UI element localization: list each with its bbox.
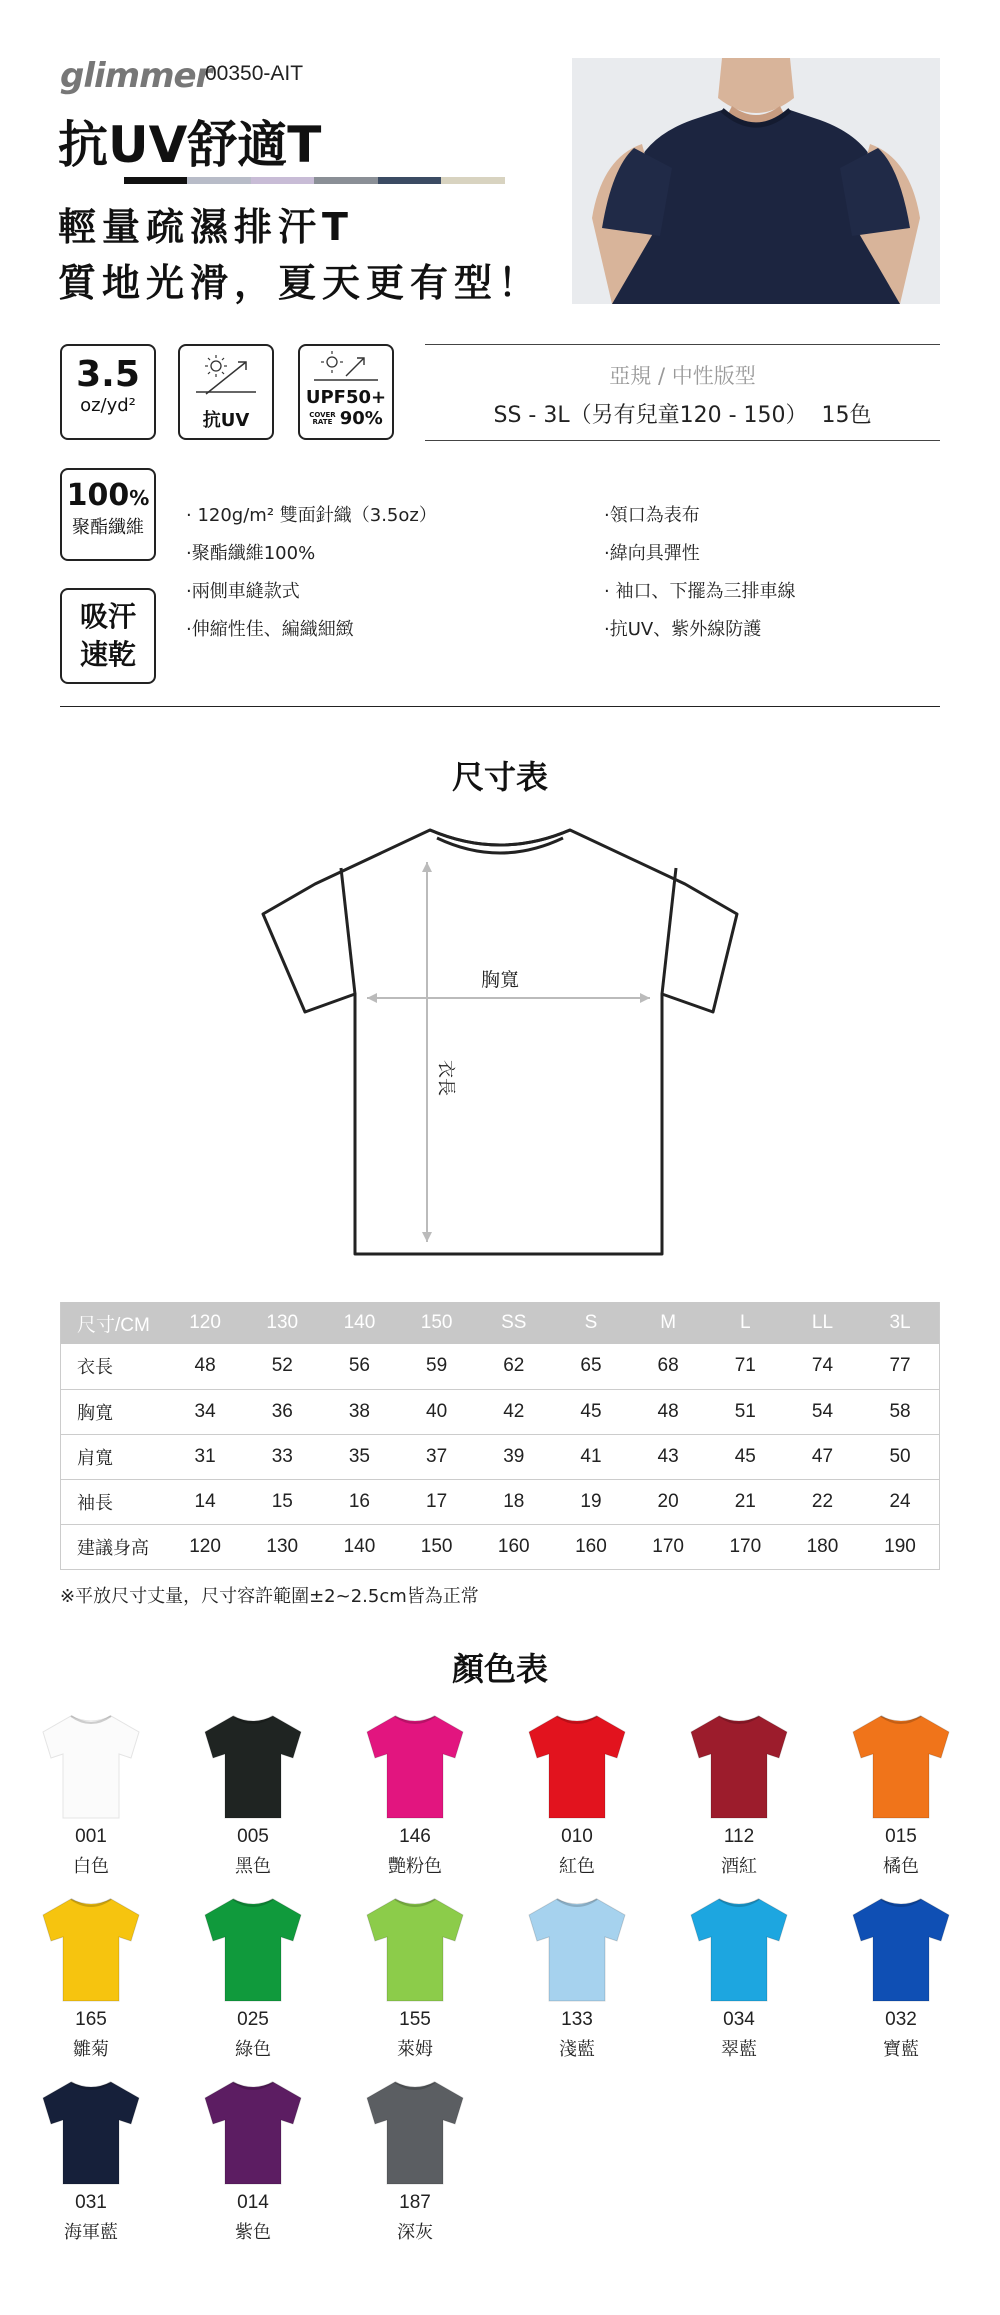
tshirt-icon [359, 1893, 471, 2005]
table-cell: 77 [861, 1344, 939, 1389]
table-cell: 50 [861, 1434, 939, 1479]
color-name: 海軍藍 [64, 2222, 118, 2243]
left-feature-item: ·聚酯纖維100% [186, 543, 316, 564]
table-header-cell: 150 [398, 1302, 475, 1344]
color-name: 白色 [73, 1856, 109, 1877]
table-cell: 衣長 [61, 1344, 167, 1389]
table-cell: 21 [707, 1479, 784, 1524]
color-name: 翠藍 [721, 2039, 757, 2060]
table-row [61, 1434, 940, 1479]
tshirt-icon [359, 2076, 471, 2188]
upf-cover-label: COVER RATE [309, 410, 336, 426]
color-swatch [334, 1893, 496, 2068]
color-bar-segment [378, 177, 442, 184]
table-cell: 45 [552, 1389, 629, 1434]
material-percent-unit: % [129, 486, 150, 510]
table-cell: 39 [475, 1434, 552, 1479]
right-feature-item: ·抗UV、紫外線防護 [604, 619, 762, 640]
table-cell: 42 [475, 1389, 552, 1434]
length-label: 衣長 [435, 1060, 456, 1096]
divider [425, 440, 940, 441]
section-divider [60, 706, 940, 707]
table-row [61, 1524, 940, 1569]
table-cell: 51 [707, 1389, 784, 1434]
table-cell: 38 [321, 1389, 398, 1434]
table-row [61, 1479, 940, 1524]
color-name: 艷粉色 [388, 1856, 442, 1877]
tshirt-icon [683, 1710, 795, 1822]
tshirt-icon [197, 1710, 309, 1822]
sun-arrow-icon [306, 350, 386, 384]
table-cell: 56 [321, 1344, 398, 1389]
left-feature-item: · 120g/m² 雙面針織（3.5oz） [186, 505, 437, 526]
color-code: 025 [237, 2009, 269, 2030]
color-code: 005 [237, 1826, 269, 1847]
table-header-cell: 3L [861, 1302, 939, 1344]
table-cell: 22 [784, 1479, 861, 1524]
color-bar [60, 177, 505, 184]
function-badge [60, 588, 156, 684]
color-code: 031 [75, 2192, 107, 2213]
table-cell: 43 [630, 1434, 707, 1479]
weight-unit: oz/yd² [80, 395, 136, 416]
upf-label: UPF50+ [305, 387, 387, 408]
table-cell: 120 [167, 1524, 244, 1569]
color-name: 酒紅 [721, 1856, 757, 1877]
table-header-cell: 120 [167, 1302, 244, 1344]
table-header-cell: L [707, 1302, 784, 1344]
color-bar-segment [124, 177, 188, 184]
color-swatch [10, 2076, 172, 2251]
color-code: 032 [885, 2009, 917, 2030]
left-feature-item: ·伸縮性佳、編織細緻 [186, 619, 354, 640]
tshirt-icon [197, 2076, 309, 2188]
table-cell: 36 [244, 1389, 321, 1434]
table-cell: 16 [321, 1479, 398, 1524]
table-cell: 170 [707, 1524, 784, 1569]
color-name: 萊姆 [397, 2039, 433, 2060]
table-cell: 袖長 [61, 1479, 167, 1524]
color-code: 155 [399, 2009, 431, 2030]
table-row [61, 1344, 940, 1389]
color-name: 雛菊 [73, 2039, 109, 2060]
function-line2: 速乾 [79, 638, 136, 671]
table-cell: 54 [784, 1389, 861, 1434]
fit-label: 亞規 / 中性版型 [609, 364, 756, 388]
color-bar-segment [314, 177, 378, 184]
right-feature-item: · 袖口、下擺為三排車線 [604, 581, 796, 602]
color-bar-segment [187, 177, 251, 184]
chest-label: 胸寬 [480, 969, 520, 991]
right-feature-item: ·領口為表布 [604, 505, 700, 526]
tshirt-icon [845, 1710, 957, 1822]
color-name: 橘色 [883, 1856, 919, 1877]
product-code: 00350-AIT [205, 62, 304, 85]
function-line1: 吸汗 [79, 600, 136, 633]
fabric-weight-badge [60, 344, 156, 440]
table-header-cell: S [552, 1302, 629, 1344]
table-cell: 41 [552, 1434, 629, 1479]
table-cell: 33 [244, 1434, 321, 1479]
table-cell: 190 [861, 1524, 939, 1569]
color-bar-segment [60, 177, 124, 184]
table-row [61, 1389, 940, 1434]
color-code: 112 [723, 1826, 755, 1847]
table-cell: 47 [784, 1434, 861, 1479]
color-swatch [658, 1893, 820, 2068]
upf-rate: 90% [339, 408, 383, 429]
color-swatch [496, 1893, 658, 2068]
table-cell: 150 [398, 1524, 475, 1569]
table-cell: 180 [784, 1524, 861, 1569]
table-cell: 建議身高 [61, 1524, 167, 1569]
table-cell: 31 [167, 1434, 244, 1479]
upf-badge [298, 344, 394, 440]
table-cell: 胸寬 [61, 1389, 167, 1434]
color-swatch [496, 1710, 658, 1885]
color-name: 深灰 [397, 2222, 433, 2243]
color-name: 紫色 [235, 2222, 271, 2243]
table-cell: 34 [167, 1389, 244, 1434]
table-cell: 20 [630, 1479, 707, 1524]
table-cell: 160 [552, 1524, 629, 1569]
model-photo [572, 58, 940, 304]
tshirt-icon [683, 1893, 795, 2005]
color-swatch [172, 1710, 334, 1885]
tshirt-icon [35, 1893, 147, 2005]
color-swatch [172, 2076, 334, 2251]
product-title: 抗UV舒適T [58, 116, 322, 174]
table-cell: 24 [861, 1479, 939, 1524]
table-cell: 48 [167, 1344, 244, 1389]
material-label: 聚酯纖維 [72, 517, 144, 538]
color-swatch [172, 1893, 334, 2068]
size-note: ※平放尺寸丈量，尺寸容許範圍±2~2.5cm皆為正常 [60, 1586, 479, 1607]
table-header-cell: 130 [244, 1302, 321, 1344]
left-feature-item: ·兩側車縫款式 [186, 581, 300, 602]
tshirt-icon [197, 1893, 309, 2005]
tshirt-icon [35, 1710, 147, 1822]
brand-logo: glimmer [60, 56, 212, 96]
table-cell: 58 [861, 1389, 939, 1434]
color-swatch [820, 1710, 982, 1885]
table-cell: 68 [630, 1344, 707, 1389]
color-swatch [334, 2076, 496, 2251]
color-code: 014 [237, 2192, 269, 2213]
weight-value: 3.5 [76, 354, 140, 395]
table-cell: 17 [398, 1479, 475, 1524]
table-cell: 40 [398, 1389, 475, 1434]
tshirt-icon [845, 1893, 957, 2005]
table-cell: 130 [244, 1524, 321, 1569]
anti-uv-badge [178, 344, 274, 440]
tshirt-icon [35, 2076, 147, 2188]
anti-uv-label: 抗UV [202, 410, 250, 431]
tshirt-icon [521, 1710, 633, 1822]
table-cell: 37 [398, 1434, 475, 1479]
table-cell: 71 [707, 1344, 784, 1389]
table-cell: 74 [784, 1344, 861, 1389]
table-header-cell: 140 [321, 1302, 398, 1344]
size-chart-title: 尺寸表 [451, 758, 548, 796]
color-code: 165 [75, 2009, 107, 2030]
color-swatch [10, 1710, 172, 1885]
right-feature-item: ·緯向具彈性 [604, 543, 700, 564]
table-cell: 65 [552, 1344, 629, 1389]
table-cell: 52 [244, 1344, 321, 1389]
tshirt-icon [359, 1710, 471, 1822]
color-code: 146 [399, 1826, 431, 1847]
color-swatch [334, 1710, 496, 1885]
size-table [60, 1302, 940, 1570]
table-header-cell: SS [475, 1302, 552, 1344]
size-range: SS - 3L（另有兒童120 - 150） 15色 [493, 403, 872, 428]
table-cell: 45 [707, 1434, 784, 1479]
color-name: 寶藍 [883, 2039, 919, 2060]
table-cell: 59 [398, 1344, 475, 1389]
color-bar-segment [441, 177, 505, 184]
table-cell: 140 [321, 1524, 398, 1569]
sun-arrow-icon [186, 352, 266, 402]
table-cell: 19 [552, 1479, 629, 1524]
color-code: 187 [399, 2192, 431, 2213]
material-percent: 100 [66, 478, 130, 513]
table-cell: 160 [475, 1524, 552, 1569]
divider [425, 344, 940, 345]
table-header-cell: 尺寸/CM [61, 1302, 167, 1344]
table-cell: 18 [475, 1479, 552, 1524]
color-code: 010 [561, 1826, 593, 1847]
subtitle-line2: 質地光滑，夏天更有型！ [58, 261, 543, 305]
table-cell: 35 [321, 1434, 398, 1479]
color-swatch [658, 1710, 820, 1885]
material-badge [60, 468, 156, 561]
color-name: 淺藍 [559, 2039, 595, 2060]
color-swatch [820, 1893, 982, 2068]
table-cell: 62 [475, 1344, 552, 1389]
table-cell: 14 [167, 1479, 244, 1524]
color-swatch [10, 1893, 172, 2068]
table-cell: 15 [244, 1479, 321, 1524]
table-header-cell: LL [784, 1302, 861, 1344]
color-chart-title: 顏色表 [451, 1650, 548, 1688]
color-bar-segment [251, 177, 315, 184]
table-cell: 48 [630, 1389, 707, 1434]
color-code: 133 [561, 2009, 593, 2030]
color-code: 034 [723, 2009, 755, 2030]
color-code: 001 [75, 1826, 107, 1847]
table-cell: 肩寬 [61, 1434, 167, 1479]
subtitle-line1: 輕量疏濕排汗T [58, 205, 354, 249]
tshirt-icon [521, 1893, 633, 2005]
color-name: 綠色 [235, 2039, 271, 2060]
color-name: 黑色 [235, 1856, 271, 1877]
color-name: 紅色 [559, 1856, 595, 1877]
table-cell: 170 [630, 1524, 707, 1569]
tshirt-diagram [255, 822, 745, 1266]
color-code: 015 [885, 1826, 917, 1847]
table-header-cell: M [630, 1302, 707, 1344]
